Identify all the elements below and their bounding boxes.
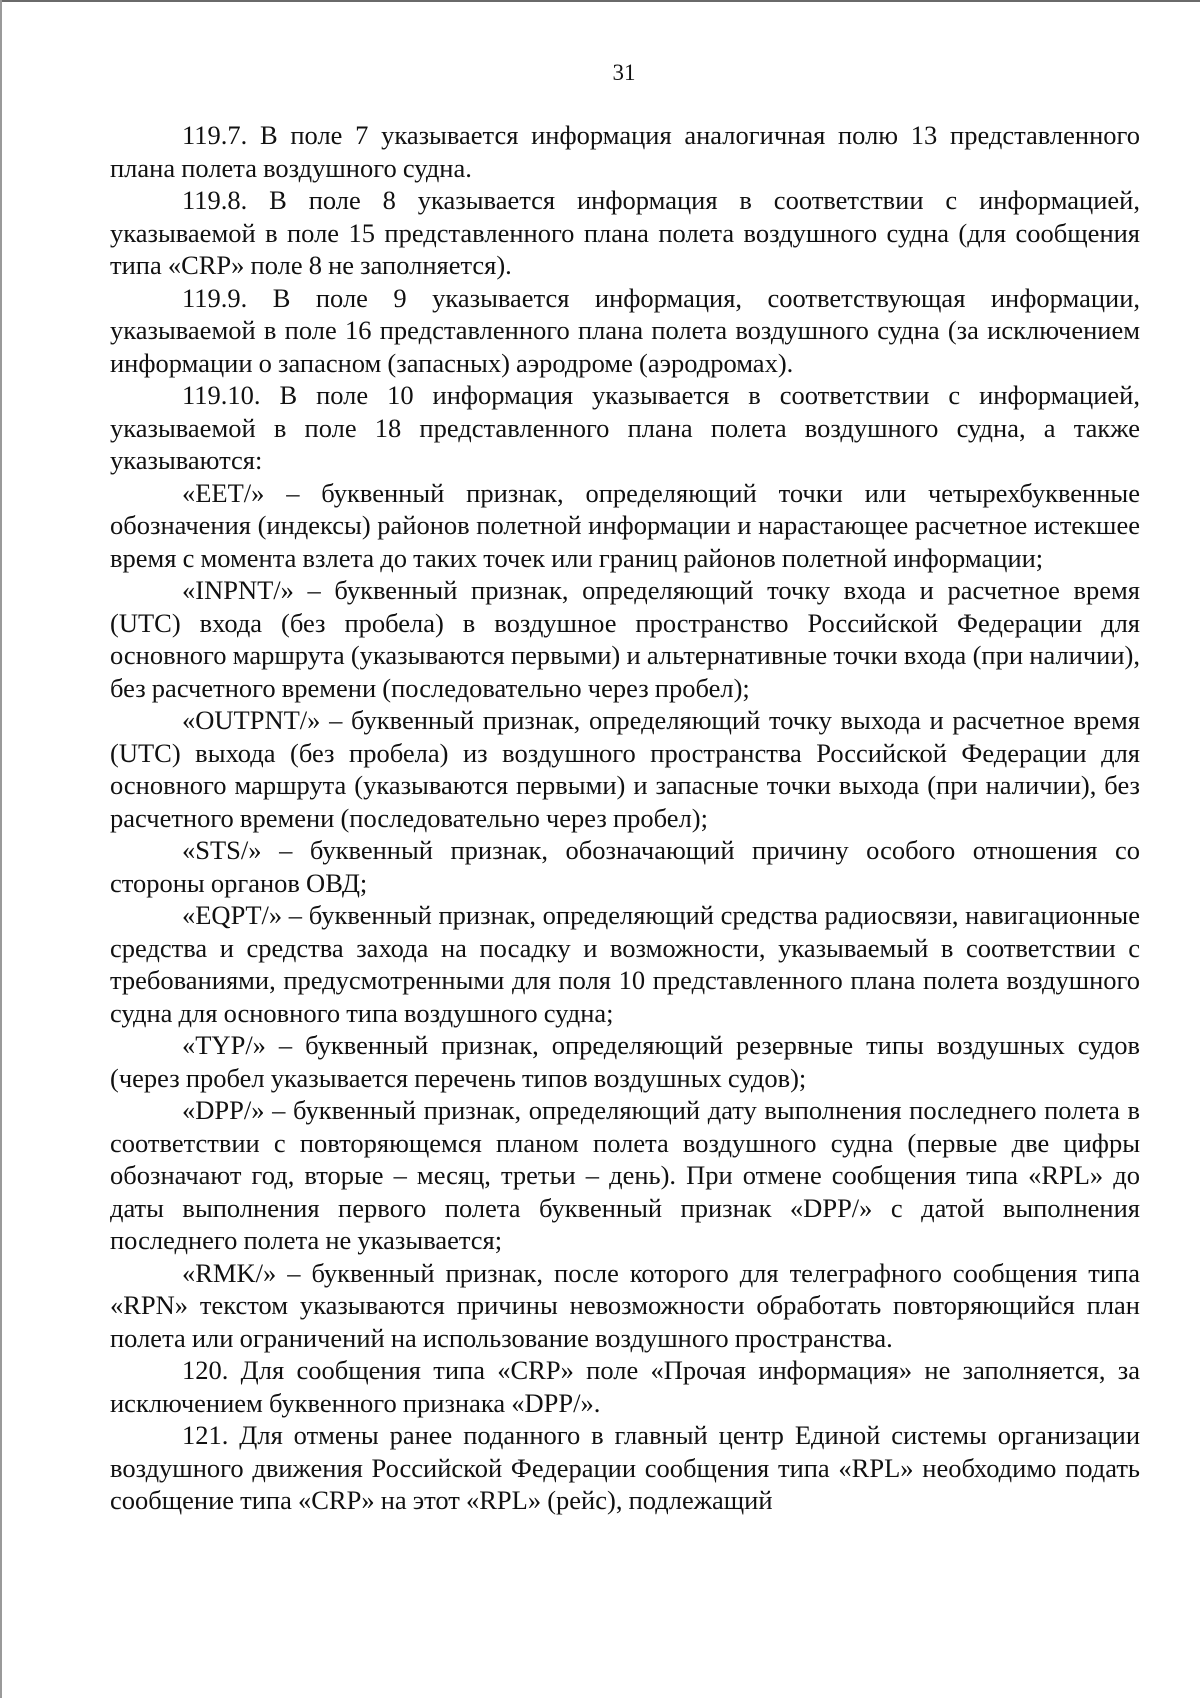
paragraph-dpp: «DPP/» – буквенный признак, определяющий дату выполнения последнего полета в соответствии с повторяющемся планом полета воздушного судна (первые две цифры обозначают год, вторые – месяц, третьи – день). При отмене сообщения типа «RPL» до даты выполнения первого полета буквенный признак «DPP/» с датой выполнения последнего полета не указывается; xyxy=(110,1095,1140,1255)
paragraph-typ: «TYP/» – буквенный признак, определяющий резервные типы воздушных судов (через пробел указывается перечень типов воздушных судов); xyxy=(110,1030,1140,1093)
paragraph-inpnt: «INPNT/» – буквенный признак, определяющий точку входа и расчетное время (UTC) входа (без пробела) в воздушное пространство Российской Федерации для основного маршрута (указываются первыми) и альтернативные точки входа (при наличии), без расчетного времени (последовательно через пробел); xyxy=(110,575,1140,703)
paragraph-sts: «STS/» – буквенный признак, обозначающий причину особого отношения со стороны органов ОВД; xyxy=(110,835,1140,898)
paragraph-119-7: 119.7. В поле 7 указывается информация аналогичная полю 13 представленного плана полета воздушного судна. xyxy=(110,120,1140,183)
paragraph-eqpt: «EQPT/» – буквенный признак, определяющий средства радиосвязи, навигационные средства и средства захода на посадку и возможности, указываемый в соответствии с требованиями, предусмотренными для поля 10 представленного плана полета воздушного судна для основного типа воздушного судна; xyxy=(110,900,1140,1028)
paragraph-119-9: 119.9. В поле 9 указывается информация, соответствующая информации, указываемой в поле 16 представленного плана полета воздушного судна (за исключением информации о запасном (запасных) аэродроме (аэродромах). xyxy=(110,282,1140,378)
paragraph-120: 120. Для сообщения типа «CRP» поле «Прочая информация» не заполняется, за исключением буквенного признака «DPP/». xyxy=(110,1355,1140,1418)
paragraph-121: 121. Для отмены ранее поданного в главный центр Единой системы организации воздушного движения Российской Федерации сообщения типа «RPL» необходимо подать сообщение типа «CRP» на этот «RPL» (рейс), подлежащий xyxy=(110,1420,1140,1515)
scan-edge-top xyxy=(0,0,1200,2)
paragraph-119-8: 119.8. В поле 8 указывается информация в соответствии с информацией, указываемой в поле 15 представленного плана полета воздушного судна (для сообщения типа «CRP» поле 8 не заполняется). xyxy=(110,185,1140,280)
paragraph-rmk: «RMK/» – буквенный признак, после которого для телеграфного сообщения типа «RPN» текстом указываются причины невозможности обработать повторяющийся план полета или ограничений на использование воздушного пространства. xyxy=(110,1257,1140,1353)
document-body xyxy=(110,119,1140,1517)
paragraph-119-10: 119.10. В поле 10 информация указывается в соответствии с информацией, указываемой в поле 18 представленного плана полета воздушного судна, а также указываются: xyxy=(110,380,1140,475)
paragraph-eet: «EET/» – буквенный признак, определяющий точки или четырехбуквенные обозначения (индексы) районов полетной информации и нарастающее расчетное истекшее время с момента взлета до таких точек или границ районов полетной информации; xyxy=(110,477,1140,573)
paragraph-outpnt: «OUTPNT/» – буквенный признак, определяющий точку выхода и расчетное время (UTC) выхода (без пробела) из воздушного пространства Российской Федерации для основного маршрута (указываются первыми) и запасные точки выхода (при наличии), без расчетного времени (последовательно через пробел); xyxy=(110,705,1140,833)
scan-edge-left xyxy=(0,0,2,1698)
page-number: 31 xyxy=(612,60,636,85)
